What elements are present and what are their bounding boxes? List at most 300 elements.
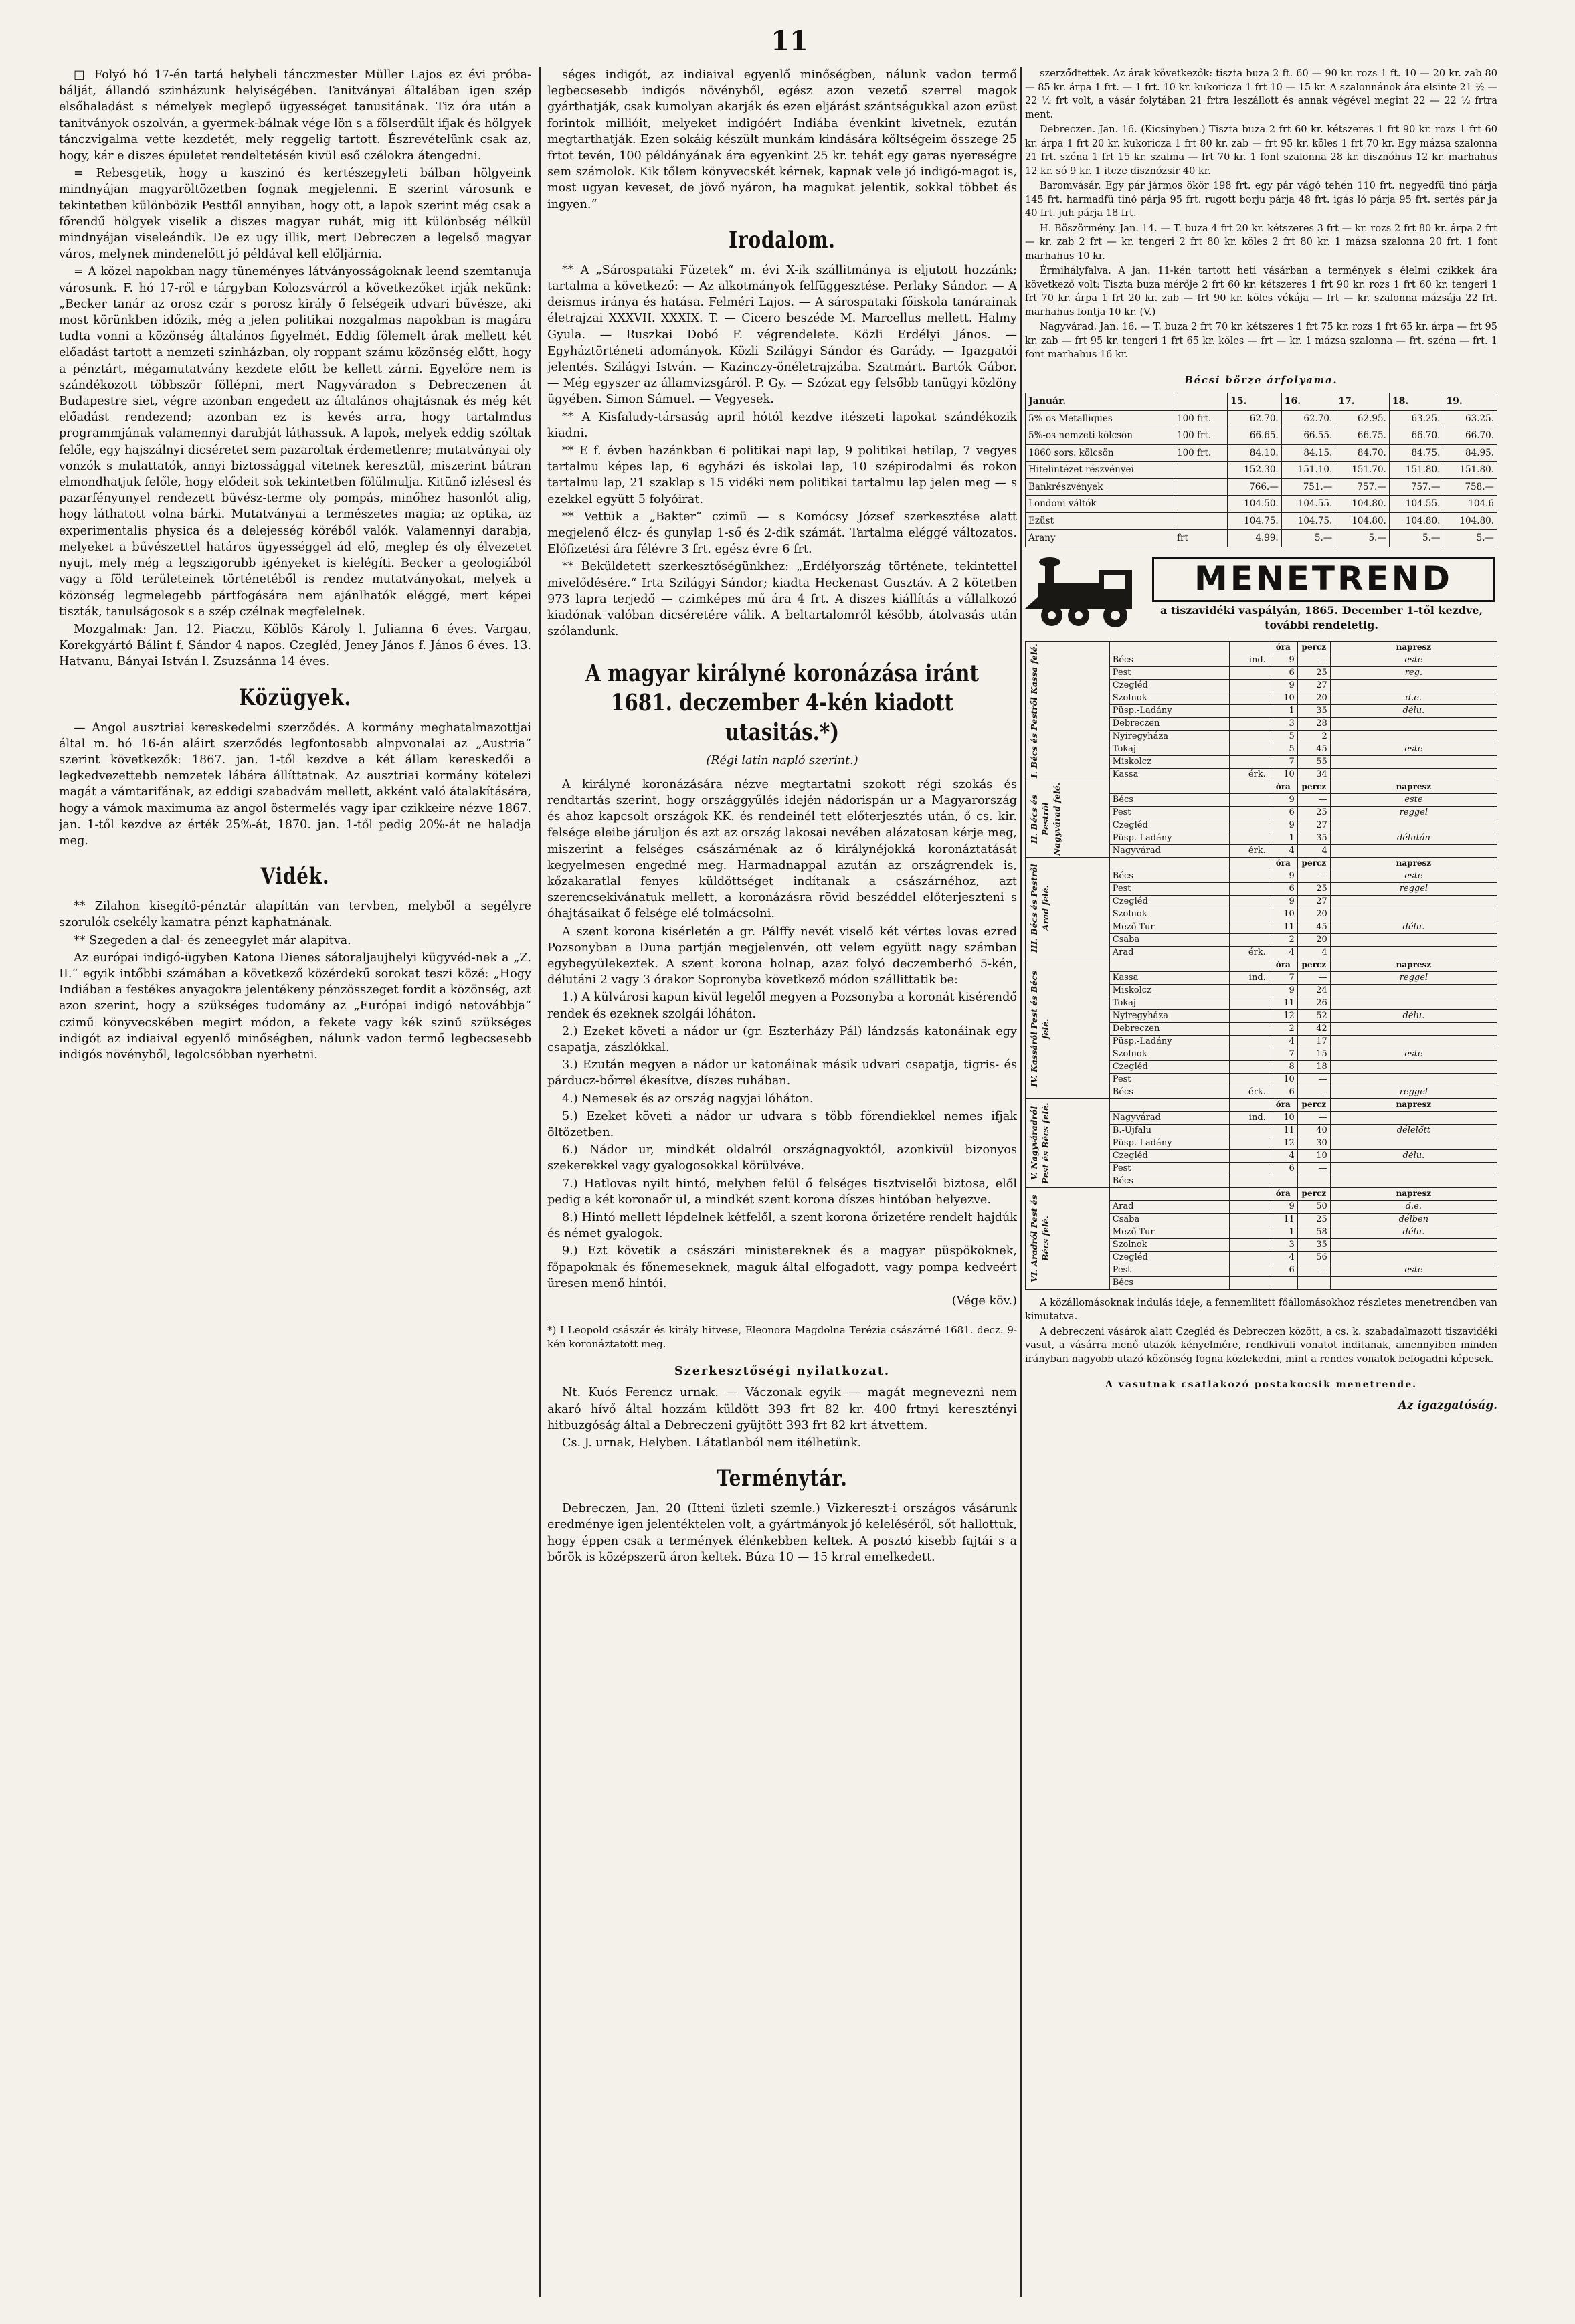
timetable-cell bbox=[1297, 1175, 1330, 1187]
timetable-route-label: IV. Kassáról Pest és Bécs felé. bbox=[1026, 959, 1110, 1098]
bourse-cell: 104.75. bbox=[1228, 512, 1282, 530]
timetable-cell: 10 bbox=[1269, 1111, 1297, 1124]
timetable-header-cell: napresz bbox=[1330, 1098, 1497, 1111]
timetable-cell bbox=[1229, 679, 1269, 692]
timetable-header-cell bbox=[1109, 641, 1229, 654]
article-paragraph: Mozgalmak: Jan. 12. Piaczu, Köblös Károly l. Julianna 6 éves. Vargau, Korekgyártó Bálint f. Sándor 4 napos. Czegléd, Jeney János f. János 6 éves. 13. Hatvanu, Bányai István l. Zsuzsánna 14 éves. bbox=[59, 622, 531, 669]
timetable-cell: Bécs bbox=[1109, 1276, 1229, 1289]
bourse-cell: 766.— bbox=[1228, 478, 1282, 496]
timetable-cell bbox=[1269, 1276, 1297, 1289]
bourse-cell: 63.25. bbox=[1389, 410, 1443, 427]
timetable-cell: 7 bbox=[1269, 971, 1297, 984]
bourse-cell: Bankrészvények bbox=[1026, 478, 1174, 496]
bourse-cell: 5%-os Metalliques bbox=[1026, 410, 1174, 427]
timetable bbox=[1025, 641, 1497, 1290]
article-paragraph: 3.) Ezután megyen a nádor ur katonáinak másik udvari csapatja, tigris- és párducz-bőrrel ékesítve, díszes ruhában. bbox=[547, 1058, 1017, 1088]
timetable-cell: 10 bbox=[1297, 1149, 1330, 1162]
timetable-cell: Püsp.-Ladány bbox=[1109, 832, 1229, 844]
timetable-header-cell bbox=[1229, 1098, 1269, 1111]
timetable-cell: 4 bbox=[1297, 844, 1330, 857]
timetable-cell: reg. bbox=[1330, 666, 1497, 679]
bourse-cell: 152.30. bbox=[1228, 462, 1282, 479]
article-paragraph: ** A „Sárospataki Füzetek“ m. évi X-ik szállitmánya is eljutott hozzánk; tartalma a következő: — Az alkotmányok felfüggesztése. Perlaky Sándor. — A deismus iránya és hatása. Felméri Lajos. — A sárospataki főiskola tanárainak életrajzai XXXVII. XXXIX. T. — Cicero beszéde M. Marcellus mellett. Halmy Gyula. — Ruszkai Dobó F. végrendelete. Közli Erdélyi János. — Egyháztörténeti adományok. Közli Szilágyi Sándor és Garády. — Igazgatói jelentés. Szilágyi István. — Kazinczy-önéletrajzába. Szatmárt. Bartók Gábor. — Még egyszer az államvizsgáról. P. Gy. — Szózat egy felsőbb tanügyi közlöny ügyében. Simon Sámuel. — Vegyesek. bbox=[547, 263, 1017, 407]
timetable-cell bbox=[1229, 1213, 1269, 1226]
timetable-cell: Debreczen bbox=[1109, 1022, 1229, 1035]
timetable-cell: — bbox=[1297, 870, 1330, 882]
timetable-header-cell: percz bbox=[1297, 781, 1330, 793]
timetable-cell: 7 bbox=[1269, 1048, 1297, 1060]
timetable-cell bbox=[1229, 730, 1269, 743]
timetable-cell bbox=[1330, 997, 1497, 1009]
market-paragraph: Érmihályfalva. A jan. 11-kén tartott heti vásárban a termények s élelmi czikkek ára következő volt: Tiszta buza mérője 2 frt 60 kr. kétszeres 1 frt 90 kr. rozs 1 frt 60 kr. tengeri 1 frt 70 kr. árpa 1 frt 20 kr. zab — frt 90 kr. köles vékája — frt — kr. szalonna mázsája 22 frt. marhahus fontja 10 kr. (V.) bbox=[1025, 266, 1497, 318]
timetable-cell: 4 bbox=[1269, 844, 1297, 857]
timetable-cell: 25 bbox=[1297, 1213, 1330, 1226]
timetable-cell: 3 bbox=[1269, 1238, 1297, 1251]
timetable-header-cell: percz bbox=[1297, 641, 1330, 654]
bourse-row bbox=[1026, 530, 1497, 547]
timetable-cell bbox=[1330, 1276, 1497, 1289]
timetable-cell: este bbox=[1330, 793, 1497, 806]
article-paragraph: ** E f. évben hazánkban 6 politikai napi lap, 9 politikai hetilap, 7 vegyes tartalmu képes lap, 6 egyházi és iskolai lap, 10 szépirodalmi és rokon tartalmu lap, 21 szaklap s 15 vidéki nem politikai tartalmu lap jelen meg — s ezekkel együtt 5 folyóirat. bbox=[547, 444, 1017, 506]
article-paragraph: = A közel napokban nagy tüneményes látványosságoknak leend szemtanuja városunk. F. hó 17-ről e tárgyban Kolozsvárról a következőket irják nekünk: „Becker tanár az orosz czár s porosz király ő felségeik udvari bűvésze, aki most körünkben időzik, még a jelen politikai nozgalmas napokban is magára tudta vonni a közönség általános figyelmét. Eddig fölemelt árak mellett két előadást tartott a nemzeti szinházban, oly roppant számu közönség előtt, hogy a pénztárt, mégamutatvány kezdete előtt be kellett zárni. Egyelőre nem is szándékozott többször föllépni, mert Nagyváradon s Debreczenen át Budapestre siet, végre azonban engedett az általános ohajtásnak és még két előadást rendezend; azonban ez is kevés arra, hogy tartalmdus programmjának valamennyi darabját láthassuk. A lapok, melyek eddig szóltak felőle, egy hajszálnyi dicséretet sem pazaroltak érdemetlenre; mutatványai oly vonzók s mulattatók, annyi biztossággal vitetnek keresztül, miszerint bátran elmondhatjuk felőle, hogy elődeit sok tekintetben fölülmulja. Kitünő izlésesl és pazarfényunyel rendezett büvész-terme oly pompás, minőhez hasonlót alig, hogy láthatott volna bárki. Mutatványai a természetes magia; az optika, az experimentalis physica és a delejesség köréből valók. Valamennyi darabja, melyeket a bűvészettel határos ügyességgel ád elő, meglep és oly élvezetet nyujt, mely még a legszigorubb igényeket is kielégíti. Becker a geologiából vagy a föld területeinek történetéből is rendez mutatványokat, melyek a közönség legmelegebb pártfogására nem ajánlhatók eléggé, mert képei tiszták, tanulságosok s a szép czélnak megfelelnek. bbox=[59, 265, 531, 619]
timetable-cell: 35 bbox=[1297, 704, 1330, 717]
timetable-cell: 4 bbox=[1269, 946, 1297, 959]
timetable-route-label: III. Bécs és Pestről Arad felé. bbox=[1026, 857, 1110, 959]
timetable-header-cell: napresz bbox=[1330, 857, 1497, 870]
menetrend-banner bbox=[1025, 557, 1497, 637]
timetable-cell: Pest bbox=[1109, 806, 1229, 819]
article-paragraph: = Rebesgetik, hogy a kaszinó és kertészegyleti bálban hölgyeink mindnyájan magyaröltözetben fognak megjelenni. E szerint városunk e tekintetben különbözik Pesttől annyiban, hogy ott, a lapok szerint még csak a főrendű hölgyek viselik a diszes magyar ruhát, mig itt különbség nélkül mindnyájan viseleándik. De ez ugy illik, mert Debreczen a legelső magyar város, melynek mindenelőtt jó példával kell előljárnia. bbox=[59, 167, 531, 262]
timetable-header-cell: óra bbox=[1269, 857, 1297, 870]
bourse-row bbox=[1026, 410, 1497, 427]
timetable-header-cell bbox=[1229, 857, 1269, 870]
timetable-cell: érk. bbox=[1229, 1086, 1269, 1098]
timetable-cell: délelőtt bbox=[1330, 1124, 1497, 1137]
timetable-cell: Püsp.-Ladány bbox=[1109, 1035, 1229, 1048]
timetable-cell bbox=[1330, 819, 1497, 832]
timetable-cell: 26 bbox=[1297, 997, 1330, 1009]
bourse-cell: 100 frt. bbox=[1174, 427, 1228, 445]
timetable-cell: 15 bbox=[1297, 1048, 1330, 1060]
bourse-cell: frt bbox=[1174, 530, 1228, 547]
footnote: *) I Leopold császár és király hitvese, Eleonora Magdolna Terézia császárné 1681. decz. 9-kén koronáztatott meg. bbox=[547, 1319, 1017, 1351]
timetable-cell: Szolnok bbox=[1109, 1048, 1229, 1060]
timetable-cell: Nagyvárad bbox=[1109, 1111, 1229, 1124]
timetable-cell: ind. bbox=[1229, 654, 1269, 666]
timetable-header-cell: óra bbox=[1269, 1187, 1297, 1200]
signature: Az igazgatóság. bbox=[1398, 1398, 1497, 1412]
timetable-cell bbox=[1229, 1162, 1269, 1175]
bourse-cell: 151.70. bbox=[1335, 462, 1390, 479]
bourse-header-cell: 19. bbox=[1443, 393, 1497, 411]
bourse-row bbox=[1026, 444, 1497, 462]
timetable-cell: reggel bbox=[1330, 806, 1497, 819]
timetable-cell: 30 bbox=[1297, 1137, 1330, 1149]
article-paragraph: 7.) Hatlovas nyilt hintó, melyben felül ő felséges tisztviselői biztosa, elől pedig a két koronaőr ül, a mindkét szent korona díszes hintóban helyezve. bbox=[547, 1177, 1017, 1207]
timetable-cell: délu. bbox=[1330, 1009, 1497, 1022]
timetable-cell bbox=[1330, 946, 1497, 959]
timetable-cell: 6 bbox=[1269, 882, 1297, 895]
bourse-cell: 104.75. bbox=[1281, 512, 1335, 530]
timetable-cell: délben bbox=[1330, 1213, 1497, 1226]
timetable-cell: Csaba bbox=[1109, 933, 1229, 946]
timetable-cell: Nagyvárad bbox=[1109, 844, 1229, 857]
closing-paragraph: A közállomásoknak indulás ideje, a fennemlitett főállomásokhoz részletes menetrendben van kimutatva. bbox=[1025, 1297, 1497, 1322]
timetable-cell bbox=[1229, 743, 1269, 755]
timetable-cell: — bbox=[1297, 654, 1330, 666]
timetable-cell: d.e. bbox=[1330, 1200, 1497, 1213]
bourse-cell: 84.70. bbox=[1335, 444, 1390, 462]
bourse-cell bbox=[1174, 512, 1228, 530]
timetable-cell bbox=[1229, 832, 1269, 844]
bourse-cell: 66.55. bbox=[1281, 427, 1335, 445]
timetable-cell bbox=[1330, 844, 1497, 857]
timetable-cell: délu. bbox=[1330, 1149, 1497, 1162]
timetable-cell: 11 bbox=[1269, 997, 1297, 1009]
timetable-cell: 25 bbox=[1297, 882, 1330, 895]
timetable-cell: Arad bbox=[1109, 946, 1229, 959]
section-heading-kozugyek: Közügyek. bbox=[238, 684, 352, 711]
timetable-cell: este bbox=[1330, 1048, 1497, 1060]
timetable-cell: 35 bbox=[1297, 1238, 1330, 1251]
bourse-cell bbox=[1174, 478, 1228, 496]
bourse-cell: Londoni váltók bbox=[1026, 496, 1174, 513]
bourse-table bbox=[1025, 393, 1497, 547]
bourse-cell: 66.70. bbox=[1389, 427, 1443, 445]
bourse-header-cell bbox=[1174, 393, 1228, 411]
timetable-cell bbox=[1330, 730, 1497, 743]
timetable-cell: Pest bbox=[1109, 1073, 1229, 1086]
timetable-cell: Bécs bbox=[1109, 1175, 1229, 1187]
timetable-cell: Nyiregyháza bbox=[1109, 1009, 1229, 1022]
timetable-cell: Czegléd bbox=[1109, 895, 1229, 908]
bourse-cell: 151.80. bbox=[1389, 462, 1443, 479]
timetable-cell: 17 bbox=[1297, 1035, 1330, 1048]
timetable-header-cell bbox=[1229, 781, 1269, 793]
timetable-cell: Szolnok bbox=[1109, 1238, 1229, 1251]
article-paragraph: A szent korona kisérletén a gr. Pálffy nevét viselő két vértes lovas ezred Pozsonyban a Duna partján megjelenvén, ott velem együtt nagy számban egybegyülekeztek. A szent korona holnap, azaz folyó deczemberhó 5-kén, délutáni 2 vagy 3 órakor Sopronyba következő módon szállittatik be: bbox=[547, 925, 1017, 987]
timetable-cell: este bbox=[1330, 743, 1497, 755]
bourse-cell: 104.55. bbox=[1389, 496, 1443, 513]
timetable-cell: Debreczen bbox=[1109, 717, 1229, 730]
article-paragraph: 8.) Hintó mellett lépdelnek kétfelől, a szent korona őrizetére rendelt hajdúk és német gyalogok. bbox=[547, 1210, 1017, 1241]
column-left bbox=[59, 67, 531, 2297]
timetable-header-cell bbox=[1109, 781, 1229, 793]
bourse-cell: 758.— bbox=[1443, 478, 1497, 496]
timetable-cell: 28 bbox=[1297, 717, 1330, 730]
bourse-cell: 84.15. bbox=[1281, 444, 1335, 462]
timetable-cell bbox=[1330, 1111, 1497, 1124]
article-paragraph: 5.) Ezeket követi a nádor ur udvara s több főrendiekkel nemes ifjak öltözetben. bbox=[547, 1109, 1017, 1139]
timetable-cell bbox=[1229, 755, 1269, 768]
timetable-cell bbox=[1229, 895, 1269, 908]
section-heading-nyilatkozat: Szerkesztőségi nyilatkozat. bbox=[674, 1364, 890, 1379]
timetable-cell: 6 bbox=[1269, 806, 1297, 819]
market-paragraph: Nagyvárad. Jan. 16. — T. buza 2 frt 70 kr. kétszeres 1 frt 75 kr. rozs 1 frt 65 kr. árpa — frt 95 kr. zab — frt 95 kr. tengeri 1 frt 65 kr. köles — frt — kr. 1 mázsa szalonna — frt. széna — frt. 1 font marhahus 16 kr. bbox=[1025, 322, 1497, 360]
timetable-cell bbox=[1229, 1060, 1269, 1073]
timetable-cell bbox=[1229, 882, 1269, 895]
timetable-cell bbox=[1229, 1009, 1269, 1022]
timetable-cell bbox=[1330, 679, 1497, 692]
timetable-cell bbox=[1229, 1276, 1269, 1289]
menetrend-subtitle: a tiszavidéki vaspályán, 1865. December 1-től kezdve, további rendeletig. bbox=[1160, 603, 1483, 632]
timetable-cell bbox=[1229, 997, 1269, 1009]
timetable-header-cell bbox=[1109, 959, 1229, 971]
timetable-cell: Tokaj bbox=[1109, 743, 1229, 755]
bourse-cell: 62.70. bbox=[1281, 410, 1335, 427]
article-paragraph: 2.) Ezeket követi a nádor ur (gr. Eszterházy Pál) lándzsás katonáinak egy csapatja, zászlókkal. bbox=[547, 1024, 1017, 1054]
timetable-cell: 20 bbox=[1297, 933, 1330, 946]
timetable-cell: Bécs bbox=[1109, 654, 1229, 666]
bourse-cell: 84.75. bbox=[1389, 444, 1443, 462]
timetable-cell: délután bbox=[1330, 832, 1497, 844]
timetable-cell: Bécs bbox=[1109, 793, 1229, 806]
timetable-cell bbox=[1330, 1251, 1497, 1264]
timetable-cell: 25 bbox=[1297, 806, 1330, 819]
timetable-cell: 35 bbox=[1297, 832, 1330, 844]
article-paragraph: séges indigót, az indiaival egyenlő minőségben, nálunk vadon termő legbecsesebb indigós növényből, egész azon vezető szerrel magok gyárthatják, csak kumolyan akarják és ezen eljárást szántságukkal azon ezüst forintok millióit, melyeket indigóért Indiába évenkint kivetnek, ezután megtarthatják. Ezen sokáig készült munkám kindására költségeim összege 25 frtot tevén, 100 példányának ára egyenkint 25 kr. tehát egy garas nyereségre sem számolok. Kik tőlem könyvecskét kérnek, kapnak vele jó indigó-magot is, most ugyan keveset, de jövő nyáron, ha magukat jelentik, sokkal többet és ingyen.“ bbox=[547, 68, 1017, 211]
timetable-cell: 9 bbox=[1269, 793, 1297, 806]
timetable-cell bbox=[1330, 768, 1497, 781]
timetable-route-label: VI. Aradról Pest és Bécs felé. bbox=[1026, 1187, 1110, 1289]
bourse-cell: 62.70. bbox=[1228, 410, 1282, 427]
timetable-route-label: I. Bécs és Pestről Kassa felé. bbox=[1026, 641, 1110, 781]
timetable-cell: Czegléd bbox=[1109, 1149, 1229, 1162]
timetable-cell: 10 bbox=[1269, 908, 1297, 921]
market-paragraph: szerződtettek. Az árak következők: tiszta buza 2 ft. 60 — 90 kr. rozs 1 ft. 10 — 20 kr. zab 80 — 85 kr. árpa 1 frt. — 1 frt. 10 kr. kukoricza 1 frt 10 — 15 kr. A szalonnánok ára elsinte 21 ½ — 22 ½ frt volt, a vásár folytában 21 frtra leszállott és annak végével megint 22 — 22 ½ frtra ment. bbox=[1025, 68, 1497, 120]
bourse-cell: 104.6 bbox=[1443, 496, 1497, 513]
bourse-header-cell: 18. bbox=[1389, 393, 1443, 411]
bourse-cell: 104.80. bbox=[1443, 512, 1497, 530]
timetable-cell: — bbox=[1297, 793, 1330, 806]
timetable-cell: 12 bbox=[1269, 1137, 1297, 1149]
bourse-cell bbox=[1174, 462, 1228, 479]
timetable-cell bbox=[1229, 1200, 1269, 1213]
timetable-cell: — bbox=[1297, 1086, 1330, 1098]
article-paragraph: Nt. Kuós Ferencz urnak. — Váczonak egyik — magát megnevezni nem akaró hívő által hozzám küldött 393 frt 82 kr. 400 frtnyi keresztényi hitbuzgóság által a Debreczeni gyüjtött 393 frt 82 krt átvettem. bbox=[547, 1386, 1017, 1432]
timetable-cell: 11 bbox=[1269, 1213, 1297, 1226]
timetable-cell bbox=[1229, 1149, 1269, 1162]
timetable-cell: — bbox=[1297, 1111, 1330, 1124]
timetable-cell bbox=[1330, 908, 1497, 921]
bourse-cell: 66.70. bbox=[1443, 427, 1497, 445]
article-paragraph: □ Folyó hó 17-én tartá helybeli tánczmester Müller Lajos ez évi próba-bálját, állandó szinházunk helyiségében. Tanitványai általában igen szép elsőhaladást s némelyek meglepő ügyességet tanusitának. Tiz óra után a tanitványok oszolván, a gyermek-bálnak vége lön s a fölserdült ifjak és hölgyek tánczvigalma vette kezdetét, mely reggelig tartott. Észrevételünk csak az, hogy, kár e diszes épületet rendeltetésén kivül eső czélokra átengedni. bbox=[59, 68, 531, 163]
timetable-cell: 7 bbox=[1269, 755, 1297, 768]
timetable-cell: 20 bbox=[1297, 908, 1330, 921]
timetable-cell: Mező-Tur bbox=[1109, 921, 1229, 933]
timetable-cell: Czegléd bbox=[1109, 819, 1229, 832]
timetable-header-cell bbox=[1229, 959, 1269, 971]
timetable-cell bbox=[1229, 692, 1269, 704]
timetable-cell: 27 bbox=[1297, 819, 1330, 832]
article-paragraph: ** A Kisfaludy-társaság april hótól kezdve itészeti lapokat szándékozik kiadni. bbox=[547, 410, 1017, 440]
timetable-cell: 34 bbox=[1297, 768, 1330, 781]
timetable-cell: érk. bbox=[1229, 844, 1269, 857]
article-paragraph: ** Vettük a „Bakter“ czimü — s Komócsy József szerkesztése alatt megjelenő élcz- és gunylap 1-ső és 2-dik számát. Tartalma eléggé változatos. Előfizetési ára félévre 3 frt. egész évre 6 frt. bbox=[547, 510, 1017, 557]
timetable-cell: 1 bbox=[1269, 1226, 1297, 1238]
section-heading-irodalom: Irodalom. bbox=[729, 226, 836, 254]
timetable-header-cell: percz bbox=[1297, 1098, 1330, 1111]
timetable-cell bbox=[1229, 933, 1269, 946]
bourse-cell: 5.— bbox=[1335, 530, 1390, 547]
timetable-cell: érk. bbox=[1229, 768, 1269, 781]
bourse-cell: Hitelintézet részvényei bbox=[1026, 462, 1174, 479]
bourse-cell: 84.10. bbox=[1228, 444, 1282, 462]
bourse-header-cell: 17. bbox=[1335, 393, 1390, 411]
timetable-cell: Szolnok bbox=[1109, 692, 1229, 704]
bourse-cell: 4.99. bbox=[1228, 530, 1282, 547]
timetable-header-cell: óra bbox=[1269, 959, 1297, 971]
timetable-cell: Csaba bbox=[1109, 1213, 1229, 1226]
timetable-cell: 6 bbox=[1269, 1086, 1297, 1098]
timetable-cell bbox=[1330, 895, 1497, 908]
timetable-cell: 4 bbox=[1297, 946, 1330, 959]
timetable-cell: 4 bbox=[1269, 1035, 1297, 1048]
timetable-cell: este bbox=[1330, 1264, 1497, 1276]
timetable-cell: Czegléd bbox=[1109, 1251, 1229, 1264]
timetable-cell bbox=[1229, 666, 1269, 679]
timetable-cell: 9 bbox=[1269, 1200, 1297, 1213]
timetable-cell: Pest bbox=[1109, 1162, 1229, 1175]
timetable-cell: 2 bbox=[1297, 730, 1330, 743]
article-paragraph: Az európai indigó-ügyben Katona Dienes sátoraljaujhelyi kügyvéd-nek a „Z. II.“ egyik intőbbi számában a következő közérdekű sorokat teszi közé: „Hogy Indiában a festékes anyagokra jelentékeny pénzösszeget fordit a közönség, azt azon szerint, hogy a szükséges tudomány az „Európai indigó netovábbja“ czimű könyvecskében megirt módon, a fekete vagy kék szinű szükséges indigót az indiaival egyenlő minőségben, nálunk vadon termő legbecsesebb indigós növényből, legolcsóbban nyerhetni. bbox=[59, 951, 531, 1062]
timetable-cell bbox=[1229, 1035, 1269, 1048]
timetable-cell: 20 bbox=[1297, 692, 1330, 704]
bourse-cell: 1860 sors. kölcsön bbox=[1026, 444, 1174, 462]
timetable-cell: Miskolcz bbox=[1109, 984, 1229, 997]
timetable-cell: Mező-Tur bbox=[1109, 1226, 1229, 1238]
timetable-cell bbox=[1330, 1022, 1497, 1035]
timetable-cell: 2 bbox=[1269, 1022, 1297, 1035]
timetable-cell: 42 bbox=[1297, 1022, 1330, 1035]
timetable-cell: 24 bbox=[1297, 984, 1330, 997]
timetable-cell bbox=[1229, 1137, 1269, 1149]
timetable-cell: Bécs bbox=[1109, 1086, 1229, 1098]
timetable-cell: Arad bbox=[1109, 1200, 1229, 1213]
timetable-cell bbox=[1229, 870, 1269, 882]
timetable-cell: 9 bbox=[1269, 654, 1297, 666]
timetable-cell: — bbox=[1297, 971, 1330, 984]
timetable-cell: Pest bbox=[1109, 1264, 1229, 1276]
bourse-cell: 66.75. bbox=[1335, 427, 1390, 445]
timetable-cell: érk. bbox=[1229, 946, 1269, 959]
bourse-cell: 84.95. bbox=[1443, 444, 1497, 462]
timetable-cell: este bbox=[1330, 870, 1497, 882]
timetable-cell bbox=[1330, 1137, 1497, 1149]
timetable-cell: este bbox=[1330, 654, 1497, 666]
bourse-cell: 104.50. bbox=[1228, 496, 1282, 513]
timetable-header-row bbox=[1026, 857, 1497, 870]
article-paragraph: ** Beküldetett szerkesztőségünkhez: „Erdélyország története, tekintettel mivelődésére.“ Irta Szilágyi Sándor; kiadta Heckenast Gusztáv. A 2 kötetben 973 lapra terjedő — czimképes mű ára 4 frt. A diszes kiállítás a vállalkozó kiadónak valóban dicséretére válik. A beltartalomról később, átolvasás után szólandunk. bbox=[547, 560, 1017, 639]
bourse-cell: 751.— bbox=[1281, 478, 1335, 496]
bourse-cell: 104.55. bbox=[1281, 496, 1335, 513]
bourse-cell: 151.80. bbox=[1443, 462, 1497, 479]
timetable-cell bbox=[1229, 1251, 1269, 1264]
timetable-cell: 6 bbox=[1269, 1264, 1297, 1276]
bourse-cell: 100 frt. bbox=[1174, 444, 1228, 462]
bourse-header-cell: 15. bbox=[1228, 393, 1282, 411]
timetable-header-row bbox=[1026, 1098, 1497, 1111]
coronation-title: A magyar királyné koronázása iránt 1681. deczember 4-kén kiadott utasitás.*) bbox=[585, 659, 980, 746]
timetable-cell: reggel bbox=[1330, 971, 1497, 984]
timetable-cell bbox=[1229, 704, 1269, 717]
timetable-header-row bbox=[1026, 959, 1497, 971]
column-middle bbox=[547, 67, 1017, 2297]
bourse-row bbox=[1026, 496, 1497, 513]
timetable-route-label: II. Bécs és Pestről Nagyvárad felé. bbox=[1026, 781, 1110, 857]
timetable-cell: 50 bbox=[1297, 1200, 1330, 1213]
timetable-header-cell: napresz bbox=[1330, 781, 1497, 793]
timetable-cell bbox=[1229, 806, 1269, 819]
bourse-row bbox=[1026, 512, 1497, 530]
bourse-cell: 104.80. bbox=[1335, 496, 1390, 513]
article-paragraph: 4.) Nemesek és az ország nagyjai lóháton. bbox=[562, 1092, 814, 1106]
timetable-cell bbox=[1229, 1175, 1269, 1187]
timetable-cell bbox=[1330, 1060, 1497, 1073]
timetable-cell: 40 bbox=[1297, 1124, 1330, 1137]
bourse-cell: 5%-os nemzeti kölcsön bbox=[1026, 427, 1174, 445]
article-paragraph: — Angol ausztriai kereskedelmi szerződés. A kormány meghatalmazottjai által m. hó 16-án aláirt szerződés legfontosabb alnpvonalai az „Austria“ szerint következők: 1867. jan. 1-től kezdve a két állam kereskedői a legkedvezettebb nemzetek lábára állíttatnak. Az ausztriai kormány kötelezi magát a vámtarifának, az eddigi szabadvám mellett, akként való átalakítására, hogy a vámok maximuma az angol östermelés vagy ipar czikkeire nézve 1867. jan. 1-től kezdve az érték 25%-át, 1870. jan. 1-től pedig 20%-át ne haladja meg. bbox=[59, 720, 531, 848]
menetrend-title: MENETREND bbox=[1152, 557, 1495, 602]
timetable-cell bbox=[1229, 984, 1269, 997]
article-paragraph: ** Szegeden a dal- és zeneegylet már alapitva. bbox=[74, 933, 351, 947]
timetable-header-cell bbox=[1109, 857, 1229, 870]
timetable-cell: 10 bbox=[1269, 768, 1297, 781]
timetable-cell bbox=[1297, 1276, 1330, 1289]
timetable-header-cell bbox=[1109, 1187, 1229, 1200]
timetable-header-cell bbox=[1109, 1098, 1229, 1111]
timetable-cell: 4 bbox=[1269, 1149, 1297, 1162]
timetable-cell: — bbox=[1297, 1264, 1330, 1276]
timetable-header-cell: percz bbox=[1297, 857, 1330, 870]
timetable-cell bbox=[1229, 1124, 1269, 1137]
bourse-cell: Ezüst bbox=[1026, 512, 1174, 530]
timetable-cell: 1 bbox=[1269, 832, 1297, 844]
timetable-cell: 55 bbox=[1297, 755, 1330, 768]
timetable-cell: 9 bbox=[1269, 895, 1297, 908]
article-paragraph: A királyné koronázására nézve megtartatni szokott régi szokás és rendtartás szerint, hogy országgyűlés idején nádorispán ur a Magyarország és ahoz kapcsolt országok KK. és rendeinél tett előterjesztés után, ő cs. kir. felsége eleibe járuljon és azt az ország lakosai nevében alázatosan kérje meg, miszerint a felséges császárnénak az ő királynéjokká koronáztatását kegyelmesen engedné meg. Harmadnappal azután az országrendek is, kőzakaratlal fenyes küldöttséget indítanak a császárnéhoz, azt szerencsekivánatuk mellett, a koronázásra rövid beszéddel előterjeszteni s óhajtásaikat ő felsége elé tolmácsolni. bbox=[547, 777, 1017, 921]
timetable-header-cell: napresz bbox=[1330, 1187, 1497, 1200]
timetable-cell bbox=[1229, 908, 1269, 921]
timetable-cell: 6 bbox=[1269, 1162, 1297, 1175]
timetable-header-cell: napresz bbox=[1330, 641, 1497, 654]
timetable-cell: 27 bbox=[1297, 895, 1330, 908]
timetable-cell: 3 bbox=[1269, 717, 1297, 730]
timetable-cell: 8 bbox=[1269, 1060, 1297, 1073]
timetable-cell: ind. bbox=[1229, 971, 1269, 984]
timetable-cell: B.-Ujfalu bbox=[1109, 1124, 1229, 1137]
continued-note: (Vége köv.) bbox=[951, 1294, 1017, 1308]
timetable-cell: 6 bbox=[1269, 666, 1297, 679]
article-paragraph: 9.) Ezt követik a császári ministereknek és a magyar püspököknek, főpapoknak és főnemeseknek, maguk által elfogadott, vagy pompa kedveért üresen menő hintói. bbox=[547, 1244, 1017, 1290]
timetable-cell bbox=[1229, 1238, 1269, 1251]
market-paragraph: H. Böszörmény. Jan. 14. — T. buza 4 frt 20 kr. kétszeres 3 frt — kr. rozs 2 frt 80 kr. árpa 2 frt — kr. zab 2 frt — kr. tengeri 2 frt 80 kr. köles 2 frt 80 kr. 1 mázsa szalonna 20 frt. 1 font marhahus 10 kr. bbox=[1025, 223, 1497, 262]
coronation-subtitle: (Régi latin napló szerint.) bbox=[706, 753, 858, 767]
timetable-cell bbox=[1330, 717, 1497, 730]
timetable-cell: délu. bbox=[1330, 704, 1497, 717]
article-paragraph: 6.) Nádor ur, mindkét oldalról országnagyoktól, azonkivül bizonyos szekerekkel vagy gyalogosokkal körülvéve. bbox=[547, 1143, 1017, 1173]
timetable-cell: 1 bbox=[1269, 704, 1297, 717]
timetable-cell: 5 bbox=[1269, 730, 1297, 743]
bourse-cell: 5.— bbox=[1443, 530, 1497, 547]
timetable-cell: 11 bbox=[1269, 921, 1297, 933]
section-heading-videk: Vidék. bbox=[260, 863, 330, 890]
column-right bbox=[1025, 67, 1497, 2297]
timetable-cell: 56 bbox=[1297, 1251, 1330, 1264]
timetable-cell bbox=[1229, 793, 1269, 806]
timetable-cell: Kassa bbox=[1109, 971, 1229, 984]
timetable-cell: 27 bbox=[1297, 679, 1330, 692]
